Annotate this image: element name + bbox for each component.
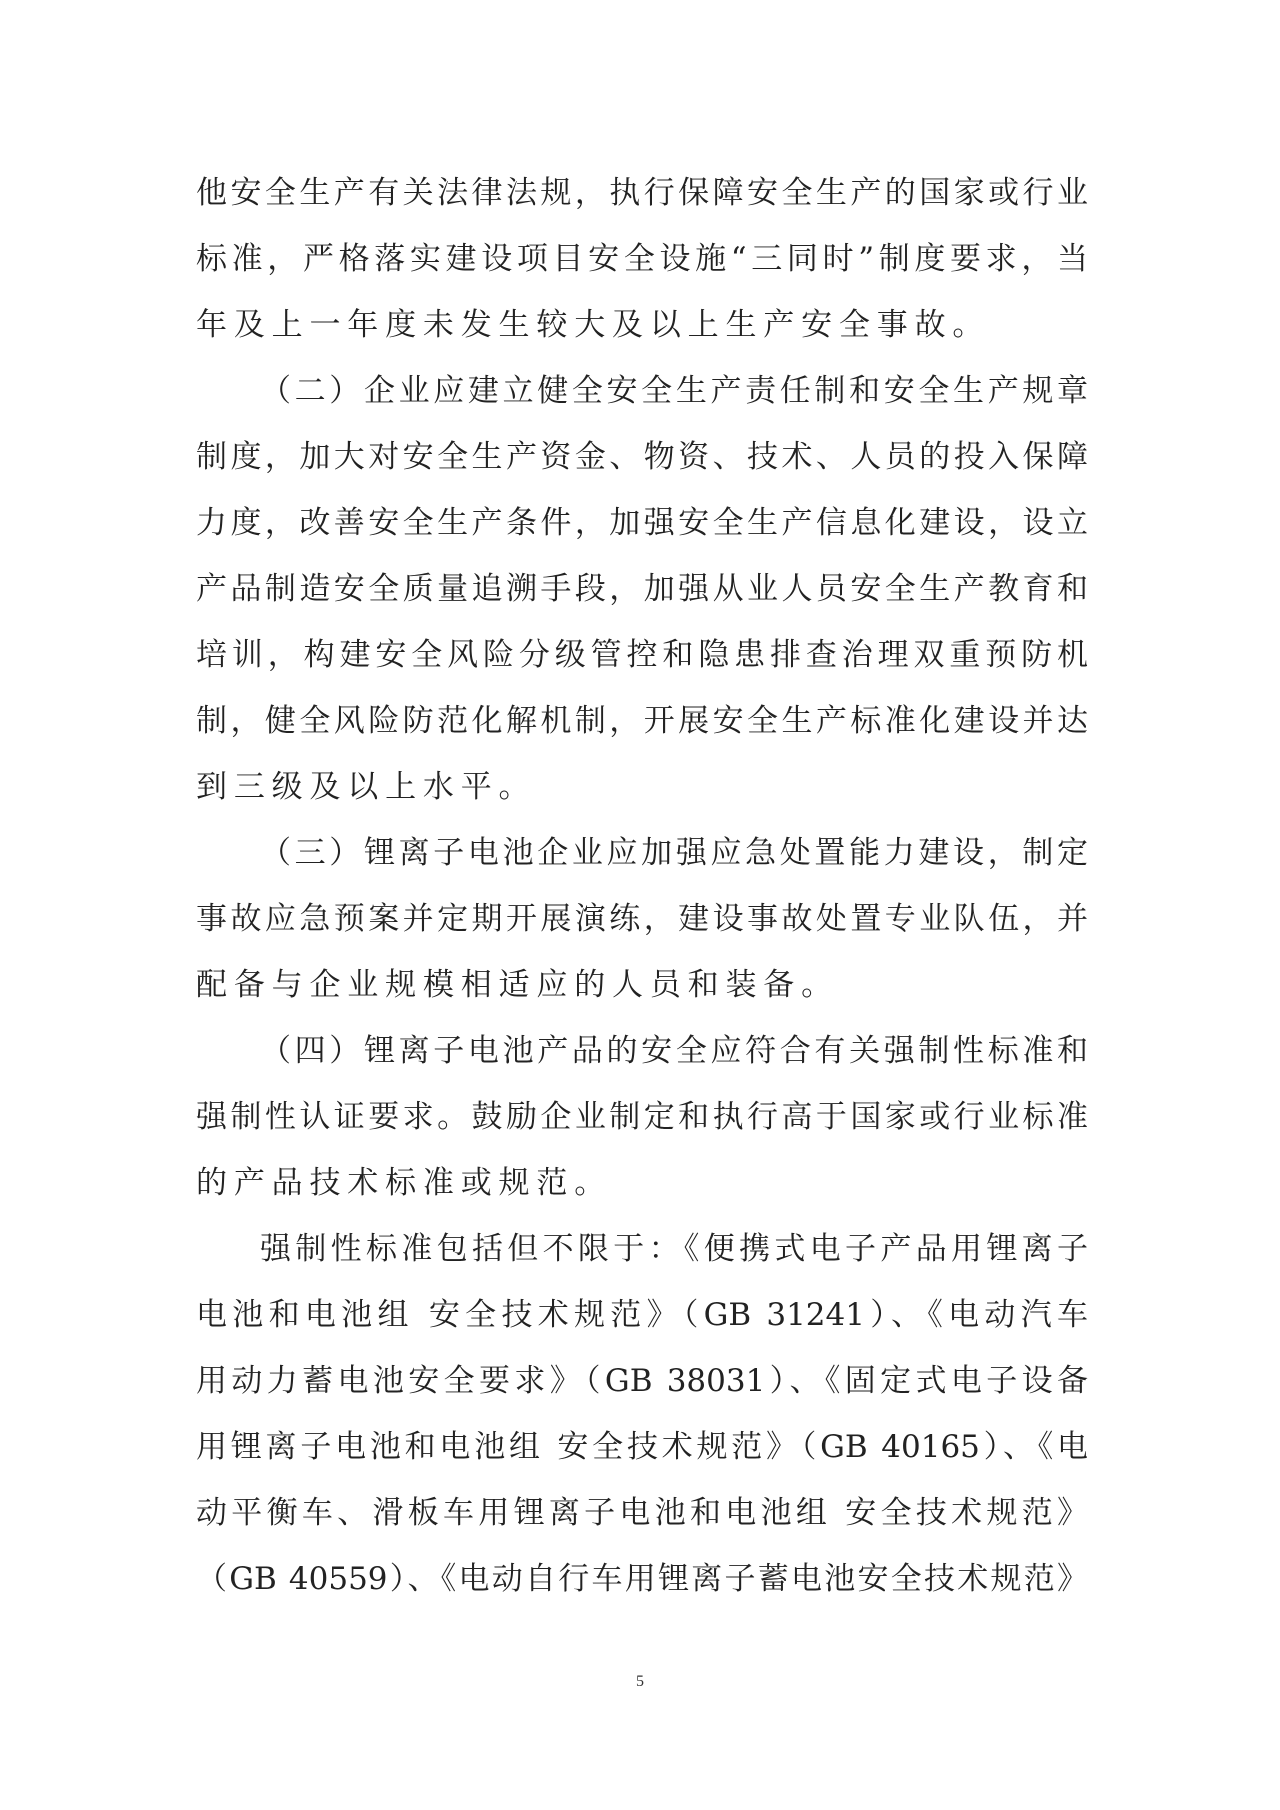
text-line: 电池和电池组 安全技术规范》（GB 31241）、《电动汽车 bbox=[196, 1297, 1088, 1333]
text-line: 用锂离子电池和电池组 安全技术规范》（GB 40165）、《电 bbox=[196, 1429, 1088, 1465]
text-line: 强制性认证要求。鼓励企业制定和执行高于国家或行业标准 bbox=[196, 1099, 1088, 1135]
paragraph-3-heading-line: （三）锂离子电池企业应加强应急处置能力建设，制定 bbox=[260, 835, 1088, 871]
text-line: 力度，改善安全生产条件，加强安全生产信息化建设，设立 bbox=[196, 505, 1088, 541]
text-line: 标准，严格落实建设项目安全设施“三同时”制度要求，当 bbox=[196, 241, 1088, 277]
body-text bbox=[196, 160, 1088, 1612]
text-line: 制度，加大对安全生产资金、物资、技术、人员的投入保障 bbox=[196, 439, 1088, 475]
text-line: 产品制造安全质量追溯手段，加强从业人员安全生产教育和 bbox=[196, 571, 1088, 607]
text-line: 制，健全风险防范化解机制，开展安全生产标准化建设并达 bbox=[196, 703, 1088, 739]
text-line: 到三级及以上水平。 bbox=[196, 769, 537, 805]
text-line: 培训，构建安全风险分级管控和隐患排查治理双重预防机 bbox=[196, 637, 1088, 673]
text-line: 配备与企业规模相适应的人员和装备。 bbox=[196, 967, 839, 1003]
text-line: 事故应急预案并定期开展演练，建设事故处置专业队伍，并 bbox=[196, 901, 1088, 937]
text-line: 年及上一年度未发生较大及以上生产安全事故。 bbox=[196, 307, 991, 343]
text-line: 用动力蓄电池安全要求》（GB 38031）、《固定式电子设备 bbox=[196, 1363, 1088, 1399]
paragraph-4-heading-line: （四）锂离子电池产品的安全应符合有关强制性标准和 bbox=[260, 1033, 1088, 1069]
text-line: 他安全生产有关法律法规，执行保障安全生产的国家或行业 bbox=[196, 175, 1088, 211]
paragraph-2-heading-line: （二）企业应建立健全安全生产责任制和安全生产规章 bbox=[260, 373, 1088, 409]
text-line: 的产品技术标准或规范。 bbox=[196, 1165, 613, 1201]
standards-paragraph-line: 强制性标准包括但不限于：《便携式电子产品用锂离子 bbox=[260, 1231, 1088, 1267]
text-line: 动平衡车、滑板车用锂离子电池和电池组 安全技术规范》 bbox=[196, 1495, 1088, 1531]
text-line: （GB 40559）、《电动自行车用锂离子蓄电池安全技术规范》 bbox=[196, 1561, 1088, 1597]
page-number: 5 bbox=[636, 1673, 644, 1690]
